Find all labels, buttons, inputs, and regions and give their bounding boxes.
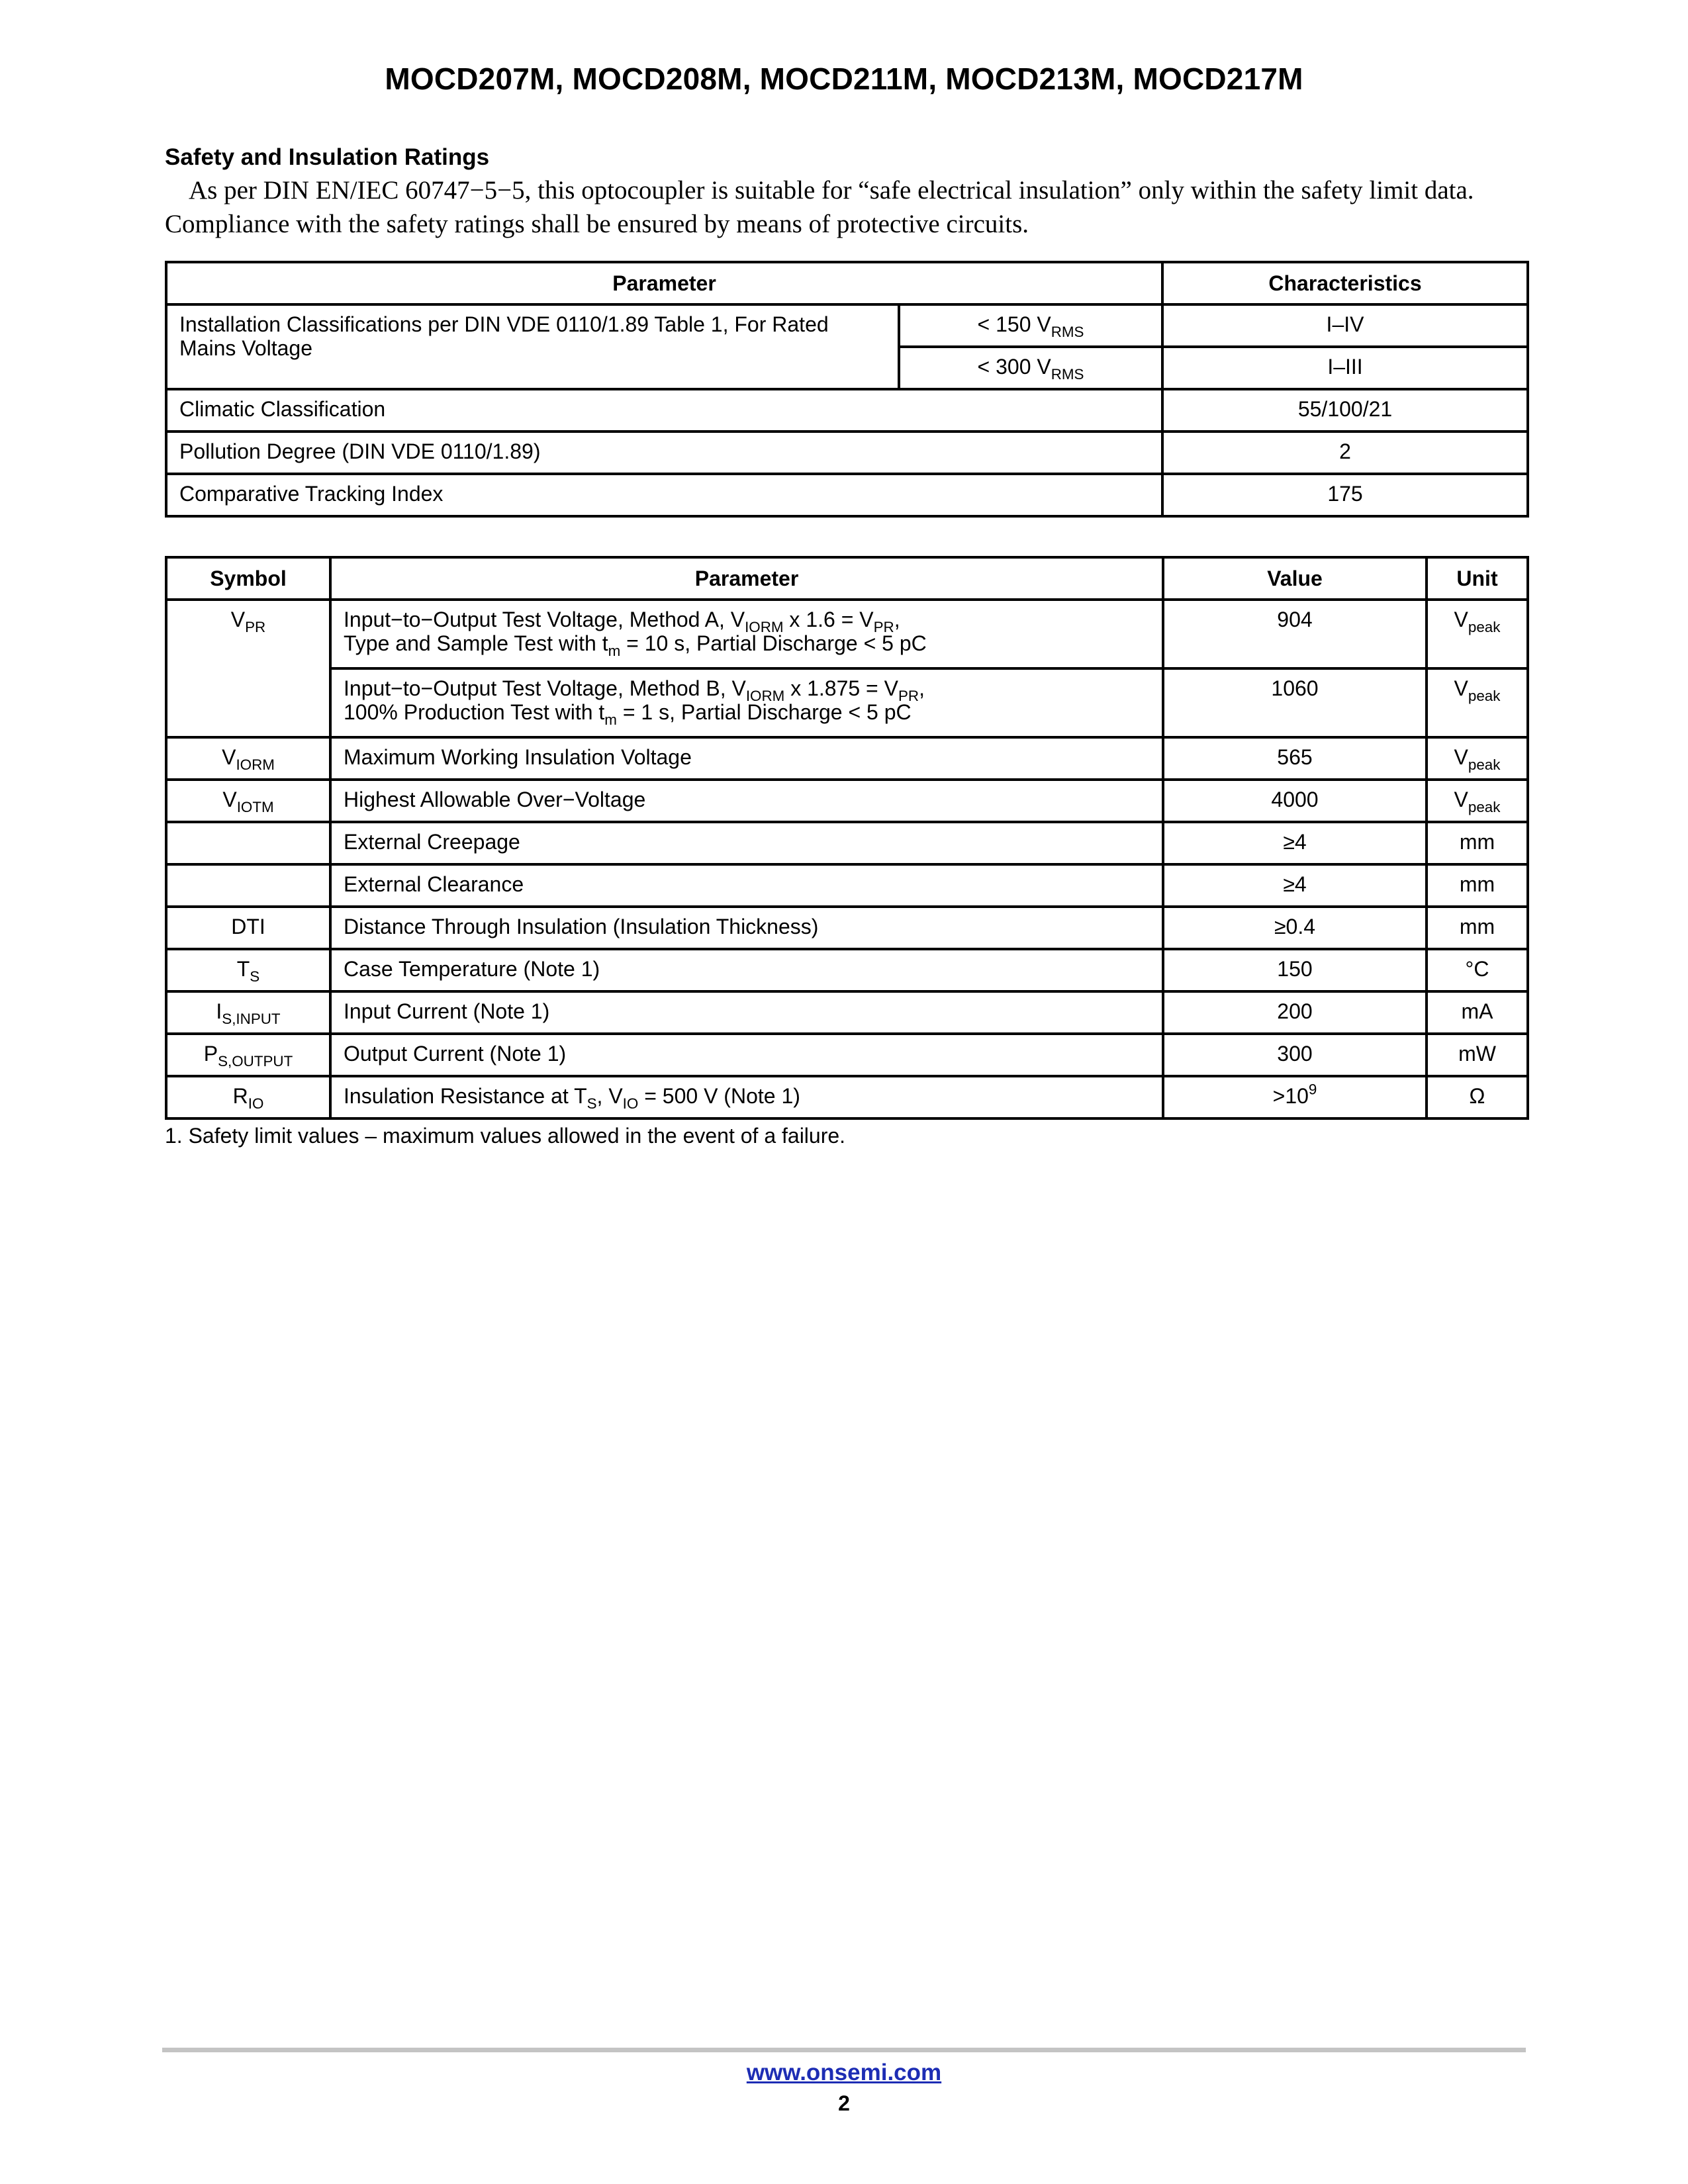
- table-row: [166, 780, 1528, 822]
- climatic-label: Climatic Classification: [166, 389, 1162, 432]
- param-creepage: External Creepage: [330, 822, 1163, 864]
- table-row: [166, 1076, 1528, 1118]
- param-is: Input Current (Note 1): [330, 991, 1163, 1034]
- condition-300: < 300 $V_{RMS}$: [899, 347, 1162, 389]
- table-row: [166, 864, 1528, 907]
- symbol-clearance: [166, 864, 330, 907]
- safety-values-table: [165, 556, 1529, 1120]
- table-header-row: [166, 557, 1528, 600]
- symbol-rio: $R_{IO}$: [166, 1076, 330, 1118]
- param-viotm: Highest Allowable Over−Voltage: [330, 780, 1163, 822]
- table-row: [166, 1034, 1528, 1076]
- symbol-ps: $P_{S,OUTPUT}$: [166, 1034, 330, 1076]
- cti-label: Comparative Tracking Index: [166, 474, 1162, 516]
- param-clearance: External Clearance: [330, 864, 1163, 907]
- class-150: I–IV: [1162, 304, 1528, 347]
- unit-is: mA: [1427, 991, 1528, 1034]
- value-viotm: 4000: [1163, 780, 1427, 822]
- unit-method-a: $V_{peak}$: [1427, 600, 1528, 668]
- value-dti: ≥0.4: [1163, 907, 1427, 949]
- table-row: [166, 949, 1528, 991]
- footer-divider: [162, 2048, 1526, 2052]
- table-row: [166, 737, 1528, 780]
- table-row: [166, 304, 1528, 347]
- symbol-vpr: $V_{PR}$: [166, 600, 330, 737]
- intro-paragraph: [165, 173, 1528, 241]
- footnote: 1. Safety limit values – maximum values allowed in the event of a failure.: [165, 1124, 846, 1148]
- pollution-label: Pollution Degree (DIN VDE 0110/1.89): [166, 432, 1162, 474]
- intro-line-2: Compliance with the safety ratings shall be ensured by means of protective circuits.: [165, 210, 1029, 238]
- param-rio: Insulation Resistance at $T_S$, $V_{IO} = 500$ V (Note 1): [330, 1076, 1163, 1118]
- value-method-a: 904: [1163, 600, 1427, 668]
- unit-viotm: $V_{peak}$: [1427, 780, 1528, 822]
- insulation-ratings-table: [165, 261, 1529, 518]
- symbol-viotm: $V_{IOTM}$: [166, 780, 330, 822]
- param-method-b: Input−to−Output Test Voltage, Method B, $V_{IORM}$ x $1.875 = V_{PR}$, 100% Production Test with $t_m = 1$ s, Partial Discharge < 5 pC: [330, 668, 1163, 737]
- footer-website-link[interactable]: www.onsemi.com: [746, 2060, 942, 2085]
- value-viorm: 565: [1163, 737, 1427, 780]
- section-heading: Safety and Insulation Ratings: [165, 144, 490, 170]
- header-characteristics: Characteristics: [1162, 262, 1528, 304]
- table-row: [166, 668, 1528, 737]
- param-ts: Case Temperature (Note 1): [330, 949, 1163, 991]
- symbol-dti: DTI: [166, 907, 330, 949]
- param-method-a: Input−to−Output Test Voltage, Method A, $V_{IORM}$ x $1.6 = V_{PR}$, Type and Sample Test with $t_m = 10$ s, Partial Discharge < 5 pC: [330, 600, 1163, 668]
- table-row: [166, 474, 1528, 516]
- header-value: Value: [1163, 557, 1427, 600]
- intro-line-1: As per DIN EN/IEC 60747−5−5, this optocoupler is suitable for “safe electrical insulation” only within the safety limit data.: [189, 176, 1474, 205]
- unit-creepage: mm: [1427, 822, 1528, 864]
- pollution-value: 2: [1162, 432, 1528, 474]
- unit-clearance: mm: [1427, 864, 1528, 907]
- value-is: 200: [1163, 991, 1427, 1034]
- value-ts: 150: [1163, 949, 1427, 991]
- header-parameter: Parameter: [330, 557, 1163, 600]
- table-row: [166, 389, 1528, 432]
- value-method-b: 1060: [1163, 668, 1427, 737]
- table-row: [166, 907, 1528, 949]
- param-dti: Distance Through Insulation (Insulation Thickness): [330, 907, 1163, 949]
- unit-viorm: $V_{peak}$: [1427, 737, 1528, 780]
- class-300: I–III: [1162, 347, 1528, 389]
- unit-ts: °C: [1427, 949, 1528, 991]
- climatic-value: 55/100/21: [1162, 389, 1528, 432]
- header-parameter: Parameter: [166, 262, 1162, 304]
- table-row: [166, 822, 1528, 864]
- value-clearance: ≥4: [1163, 864, 1427, 907]
- installation-label: Installation Classifications per DIN VDE 0110/1.89 Table 1, For Rated Mains Voltage: [166, 304, 899, 389]
- value-rio: $>10^9$: [1163, 1076, 1427, 1118]
- unit-ps: mW: [1427, 1034, 1528, 1076]
- header-unit: Unit: [1427, 557, 1528, 600]
- symbol-is: $I_{S,INPUT}$: [166, 991, 330, 1034]
- symbol-creepage: [166, 822, 330, 864]
- unit-method-b: $V_{peak}$: [1427, 668, 1528, 737]
- param-ps: Output Current (Note 1): [330, 1034, 1163, 1076]
- table-row: [166, 991, 1528, 1034]
- value-ps: 300: [1163, 1034, 1427, 1076]
- unit-dti: mm: [1427, 907, 1528, 949]
- unit-rio: Ω: [1427, 1076, 1528, 1118]
- page-number: 2: [838, 2091, 850, 2115]
- cti-value: 175: [1162, 474, 1528, 516]
- table-header-row: [166, 262, 1528, 304]
- header-symbol: Symbol: [166, 557, 330, 600]
- condition-150: < 150 $V_{RMS}$: [899, 304, 1162, 347]
- value-creepage: ≥4: [1163, 822, 1427, 864]
- table-row: [166, 432, 1528, 474]
- page-title: MOCD207M, MOCD208M, MOCD211M, MOCD213M, MOCD217M: [385, 62, 1303, 96]
- table-row: [166, 600, 1528, 668]
- symbol-ts: $T_S$: [166, 949, 330, 991]
- symbol-viorm: $V_{IORM}$: [166, 737, 330, 780]
- param-viorm: Maximum Working Insulation Voltage: [330, 737, 1163, 780]
